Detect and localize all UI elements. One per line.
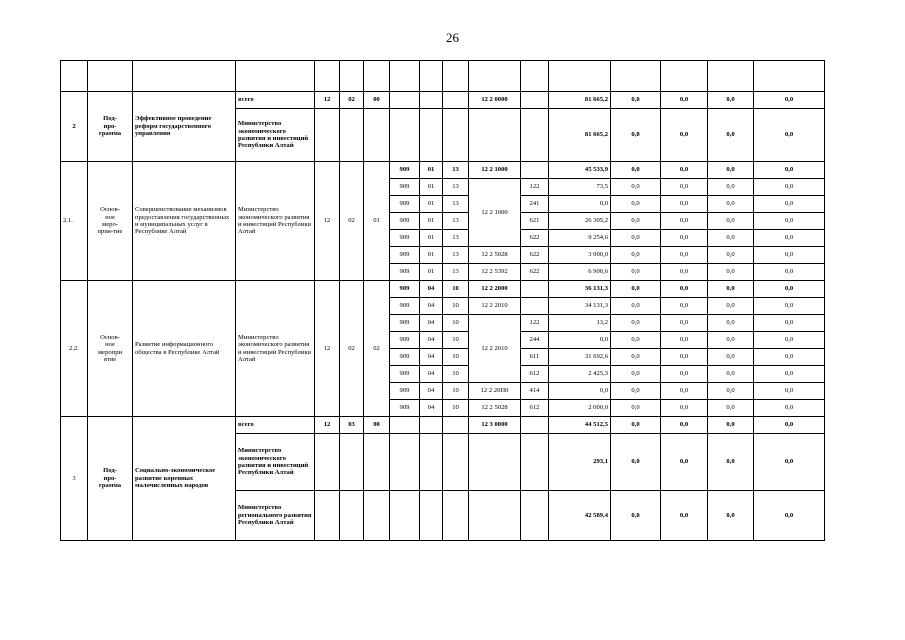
grbs-code bbox=[390, 434, 420, 491]
gp-code bbox=[315, 434, 340, 491]
csr-code: 12 2 2010 bbox=[469, 298, 521, 315]
gp-code: 12 bbox=[315, 281, 340, 417]
executor-cell: Министерство экономического развития и инвестиций Республики Алтай bbox=[236, 162, 315, 281]
csr-code: 12 2 1000 bbox=[469, 162, 521, 179]
grbs-code: 909 bbox=[390, 383, 420, 400]
om-code bbox=[364, 434, 390, 491]
pr-code: 13 bbox=[443, 247, 469, 264]
value-cell: 0,0 bbox=[611, 247, 661, 264]
csr-code: 12 2 0000 bbox=[469, 92, 521, 109]
rz-code: 01 bbox=[420, 264, 443, 281]
rz-code: 04 bbox=[420, 349, 443, 366]
value-cell: 0,0 bbox=[611, 434, 661, 491]
amount-cell: 26 305,2 bbox=[549, 213, 611, 230]
grbs-code: 909 bbox=[390, 230, 420, 247]
pr-code: 13 bbox=[443, 196, 469, 213]
csr-code bbox=[469, 434, 521, 491]
value-cell: 0,0 bbox=[708, 491, 754, 541]
vr-code: 622 bbox=[521, 230, 549, 247]
value-cell: 0,0 bbox=[754, 491, 825, 541]
value-cell: 0,0 bbox=[754, 400, 825, 417]
amount-cell: 73,5 bbox=[549, 179, 611, 196]
rz-code: 04 bbox=[420, 366, 443, 383]
value-cell: 0,0 bbox=[754, 281, 825, 298]
grbs-code: 909 bbox=[390, 298, 420, 315]
rz-code: 04 bbox=[420, 383, 443, 400]
rz-code bbox=[420, 92, 443, 109]
value-cell: 0,0 bbox=[754, 332, 825, 349]
gp-code: 12 bbox=[315, 417, 340, 434]
pr-code: 10 bbox=[443, 315, 469, 332]
value-cell: 0,0 bbox=[708, 315, 754, 332]
gp-code bbox=[315, 109, 340, 162]
value-cell: 0,0 bbox=[611, 349, 661, 366]
vr-code: 241 bbox=[521, 196, 549, 213]
grbs-code: 909 bbox=[390, 366, 420, 383]
grbs-code: 909 bbox=[390, 264, 420, 281]
item-type: Под- про- грамма bbox=[88, 92, 133, 162]
csr-code: 12 2 20П0 bbox=[469, 383, 521, 400]
value-cell: 0,0 bbox=[754, 366, 825, 383]
item-type: Основ- ное меропри ятие bbox=[88, 281, 133, 417]
value-cell: 0,0 bbox=[661, 400, 708, 417]
amount-cell: 42 589,4 bbox=[549, 491, 611, 541]
grbs-code bbox=[390, 92, 420, 109]
value-cell: 0,0 bbox=[611, 264, 661, 281]
budget-table bbox=[60, 60, 825, 541]
value-cell: 0,0 bbox=[661, 332, 708, 349]
vr-code bbox=[521, 92, 549, 109]
value-cell: 0,0 bbox=[661, 281, 708, 298]
pp-code: 02 bbox=[340, 162, 364, 281]
grbs-code: 909 bbox=[390, 400, 420, 417]
grbs-code: 909 bbox=[390, 281, 420, 298]
item-number: 3 bbox=[61, 417, 88, 541]
grbs-code: 909 bbox=[390, 196, 420, 213]
table-row bbox=[61, 281, 825, 298]
table-row bbox=[61, 417, 825, 434]
value-cell: 0,0 bbox=[754, 434, 825, 491]
rz-code: 01 bbox=[420, 162, 443, 179]
rz-code: 04 bbox=[420, 400, 443, 417]
csr-code: 12 2 2000 bbox=[469, 281, 521, 298]
value-cell: 0,0 bbox=[661, 162, 708, 179]
om-code: 01 bbox=[364, 162, 390, 281]
rz-code bbox=[420, 417, 443, 434]
rz-code: 01 bbox=[420, 247, 443, 264]
value-cell: 0,0 bbox=[661, 298, 708, 315]
vr-code: 244 bbox=[521, 332, 549, 349]
value-cell: 0,0 bbox=[754, 298, 825, 315]
item-name: Эффективное проведение реформ государственного управления bbox=[133, 92, 236, 162]
value-cell: 0,0 bbox=[661, 383, 708, 400]
value-cell: 0,0 bbox=[661, 247, 708, 264]
vr-code: 414 bbox=[521, 383, 549, 400]
value-cell: 0,0 bbox=[661, 366, 708, 383]
pr-code: 10 bbox=[443, 383, 469, 400]
value-cell: 0,0 bbox=[708, 247, 754, 264]
grbs-code bbox=[390, 109, 420, 162]
amount-cell: 45 533,9 bbox=[549, 162, 611, 179]
value-cell: 0,0 bbox=[708, 109, 754, 162]
value-cell: 0,0 bbox=[611, 383, 661, 400]
pr-code: 10 bbox=[443, 400, 469, 417]
value-cell: 0,0 bbox=[708, 179, 754, 196]
item-type: Основ- ное меро- прия-тие bbox=[88, 162, 133, 281]
item-type: Под- про- грамма bbox=[88, 417, 133, 541]
rz-code: 04 bbox=[420, 332, 443, 349]
value-cell: 0,0 bbox=[708, 400, 754, 417]
pr-code: 13 bbox=[443, 213, 469, 230]
amount-cell: 31 692,6 bbox=[549, 349, 611, 366]
value-cell: 0,0 bbox=[754, 109, 825, 162]
pr-code bbox=[443, 92, 469, 109]
item-number: 2 bbox=[61, 92, 88, 162]
pr-code bbox=[443, 109, 469, 162]
om-code bbox=[364, 491, 390, 541]
item-number: 2.2. bbox=[61, 281, 88, 417]
executor-cell: Министерство экономического развития и инвестиций Республики Алтай bbox=[236, 281, 315, 417]
pp-code: 02 bbox=[340, 281, 364, 417]
value-cell: 0,0 bbox=[661, 349, 708, 366]
vr-code bbox=[521, 491, 549, 541]
csr-code: 12 2 5392 bbox=[469, 264, 521, 281]
amount-cell: 0,0 bbox=[549, 196, 611, 213]
pr-code: 13 bbox=[443, 264, 469, 281]
table-row bbox=[61, 162, 825, 179]
amount-cell: 293,1 bbox=[549, 434, 611, 491]
grbs-code: 909 bbox=[390, 349, 420, 366]
rz-code: 04 bbox=[420, 298, 443, 315]
pp-code bbox=[340, 491, 364, 541]
vr-code: 622 bbox=[521, 264, 549, 281]
vr-code: 611 bbox=[521, 349, 549, 366]
grbs-code: 909 bbox=[390, 179, 420, 196]
grbs-code: 909 bbox=[390, 332, 420, 349]
csr-code: 12 2 5028 bbox=[469, 400, 521, 417]
pr-code: 10 bbox=[443, 298, 469, 315]
value-cell: 0,0 bbox=[611, 179, 661, 196]
vr-code: 612 bbox=[521, 366, 549, 383]
value-cell: 0,0 bbox=[611, 196, 661, 213]
value-cell: 0,0 bbox=[754, 179, 825, 196]
csr-code bbox=[469, 109, 521, 162]
value-cell: 0,0 bbox=[708, 332, 754, 349]
value-cell: 0,0 bbox=[661, 92, 708, 109]
grbs-code: 909 bbox=[390, 315, 420, 332]
value-cell: 0,0 bbox=[661, 230, 708, 247]
amount-cell: 81 665,2 bbox=[549, 92, 611, 109]
rz-code: 01 bbox=[420, 230, 443, 247]
executor-cell: Министерство регионального развития Республики Алтай bbox=[236, 491, 315, 541]
rz-code: 01 bbox=[420, 213, 443, 230]
value-cell: 0,0 bbox=[708, 417, 754, 434]
grbs-code bbox=[390, 491, 420, 541]
amount-cell: 81 665,2 bbox=[549, 109, 611, 162]
vr-code bbox=[521, 417, 549, 434]
pr-code: 13 bbox=[443, 230, 469, 247]
pp-code: 02 bbox=[340, 92, 364, 109]
value-cell: 0,0 bbox=[708, 264, 754, 281]
pp-code: 03 bbox=[340, 417, 364, 434]
om-code: 00 bbox=[364, 417, 390, 434]
csr-code: 12 3 0000 bbox=[469, 417, 521, 434]
value-cell: 0,0 bbox=[611, 400, 661, 417]
om-code bbox=[364, 109, 390, 162]
vr-code bbox=[521, 109, 549, 162]
value-cell: 0,0 bbox=[661, 109, 708, 162]
item-name: Развитие информационного общества в Республике Алтай bbox=[133, 281, 236, 417]
amount-cell: 0,0 bbox=[549, 383, 611, 400]
item-name: Социально-экономическое развитие коренных малочисленных народов bbox=[133, 417, 236, 541]
gp-code bbox=[315, 491, 340, 541]
executor-cell: всего bbox=[236, 92, 315, 109]
pr-code bbox=[443, 417, 469, 434]
value-cell: 0,0 bbox=[611, 491, 661, 541]
value-cell: 0,0 bbox=[611, 162, 661, 179]
value-cell: 0,0 bbox=[754, 264, 825, 281]
value-cell: 0,0 bbox=[661, 179, 708, 196]
item-name: Совершенствование механизмов предоставления государственных и муниципальных услуг в Республике Алтай bbox=[133, 162, 236, 281]
value-cell: 0,0 bbox=[754, 230, 825, 247]
value-cell: 0,0 bbox=[661, 434, 708, 491]
grbs-code: 909 bbox=[390, 247, 420, 264]
value-cell: 0,0 bbox=[611, 298, 661, 315]
value-cell: 0,0 bbox=[708, 213, 754, 230]
value-cell: 0,0 bbox=[708, 366, 754, 383]
amount-cell: 44 512,5 bbox=[549, 417, 611, 434]
rz-code bbox=[420, 491, 443, 541]
vr-code: 122 bbox=[521, 179, 549, 196]
vr-code bbox=[521, 162, 549, 179]
value-cell: 0,0 bbox=[708, 298, 754, 315]
value-cell: 0,0 bbox=[754, 162, 825, 179]
value-cell: 0,0 bbox=[708, 230, 754, 247]
om-code: 02 bbox=[364, 281, 390, 417]
csr-code: 12 2 5028 bbox=[469, 247, 521, 264]
value-cell: 0,0 bbox=[754, 92, 825, 109]
value-cell: 0,0 bbox=[708, 349, 754, 366]
value-cell: 0,0 bbox=[754, 417, 825, 434]
value-cell: 0,0 bbox=[611, 92, 661, 109]
amount-cell: 0,0 bbox=[549, 332, 611, 349]
value-cell: 0,0 bbox=[611, 109, 661, 162]
value-cell: 0,0 bbox=[661, 315, 708, 332]
amount-cell: 2 000,0 bbox=[549, 400, 611, 417]
value-cell: 0,0 bbox=[754, 213, 825, 230]
value-cell: 0,0 bbox=[661, 213, 708, 230]
pr-code: 10 bbox=[443, 349, 469, 366]
pp-code bbox=[340, 109, 364, 162]
vr-code bbox=[521, 434, 549, 491]
grbs-code: 909 bbox=[390, 213, 420, 230]
amount-cell: 6 900,6 bbox=[549, 264, 611, 281]
vr-code: 612 bbox=[521, 400, 549, 417]
value-cell: 0,0 bbox=[708, 92, 754, 109]
vr-code bbox=[521, 281, 549, 298]
amount-cell: 13,2 bbox=[549, 315, 611, 332]
executor-cell: всего bbox=[236, 417, 315, 434]
gp-code: 12 bbox=[315, 162, 340, 281]
pr-code bbox=[443, 434, 469, 491]
vr-code: 621 bbox=[521, 213, 549, 230]
value-cell: 0,0 bbox=[754, 315, 825, 332]
amount-cell: 36 131,3 bbox=[549, 281, 611, 298]
continuation-row bbox=[61, 61, 825, 92]
pp-code bbox=[340, 434, 364, 491]
vr-code: 122 bbox=[521, 315, 549, 332]
value-cell: 0,0 bbox=[754, 383, 825, 400]
vr-code: 622 bbox=[521, 247, 549, 264]
value-cell: 0,0 bbox=[661, 491, 708, 541]
executor-cell: Министерство экономического развития и инвестиций Республики Алтай bbox=[236, 109, 315, 162]
page-number: 26 bbox=[446, 30, 459, 45]
pr-code: 10 bbox=[443, 281, 469, 298]
csr-code bbox=[469, 491, 521, 541]
rz-code bbox=[420, 434, 443, 491]
vr-code bbox=[521, 298, 549, 315]
value-cell: 0,0 bbox=[708, 196, 754, 213]
amount-cell: 34 131,3 bbox=[549, 298, 611, 315]
table-row bbox=[61, 92, 825, 109]
pr-code: 13 bbox=[443, 162, 469, 179]
value-cell: 0,0 bbox=[661, 417, 708, 434]
rz-code: 01 bbox=[420, 196, 443, 213]
value-cell: 0,0 bbox=[708, 434, 754, 491]
value-cell: 0,0 bbox=[611, 213, 661, 230]
value-cell: 0,0 bbox=[754, 196, 825, 213]
item-number: 2.1. bbox=[61, 162, 88, 281]
grbs-code: 909 bbox=[390, 162, 420, 179]
value-cell: 0,0 bbox=[611, 332, 661, 349]
amount-cell: 9 254,6 bbox=[549, 230, 611, 247]
gp-code: 12 bbox=[315, 92, 340, 109]
value-cell: 0,0 bbox=[754, 247, 825, 264]
rz-code: 01 bbox=[420, 179, 443, 196]
rz-code: 04 bbox=[420, 281, 443, 298]
value-cell: 0,0 bbox=[708, 281, 754, 298]
pr-code: 10 bbox=[443, 366, 469, 383]
grbs-code bbox=[390, 417, 420, 434]
om-code: 00 bbox=[364, 92, 390, 109]
pr-code: 13 bbox=[443, 179, 469, 196]
csr-code: 12 2 1000 bbox=[469, 179, 521, 247]
value-cell: 0,0 bbox=[708, 383, 754, 400]
executor-cell: Министерство экономического развития и инвестиций Республики Алтай bbox=[236, 434, 315, 491]
value-cell: 0,0 bbox=[754, 349, 825, 366]
value-cell: 0,0 bbox=[661, 196, 708, 213]
pr-code bbox=[443, 491, 469, 541]
value-cell: 0,0 bbox=[611, 315, 661, 332]
pr-code: 10 bbox=[443, 332, 469, 349]
csr-code: 12 2 2010 bbox=[469, 315, 521, 383]
value-cell: 0,0 bbox=[611, 230, 661, 247]
rz-code bbox=[420, 109, 443, 162]
value-cell: 0,0 bbox=[708, 162, 754, 179]
value-cell: 0,0 bbox=[661, 264, 708, 281]
value-cell: 0,0 bbox=[611, 366, 661, 383]
rz-code: 04 bbox=[420, 315, 443, 332]
amount-cell: 3 000,0 bbox=[549, 247, 611, 264]
value-cell: 0,0 bbox=[611, 281, 661, 298]
value-cell: 0,0 bbox=[611, 417, 661, 434]
amount-cell: 2 425,3 bbox=[549, 366, 611, 383]
